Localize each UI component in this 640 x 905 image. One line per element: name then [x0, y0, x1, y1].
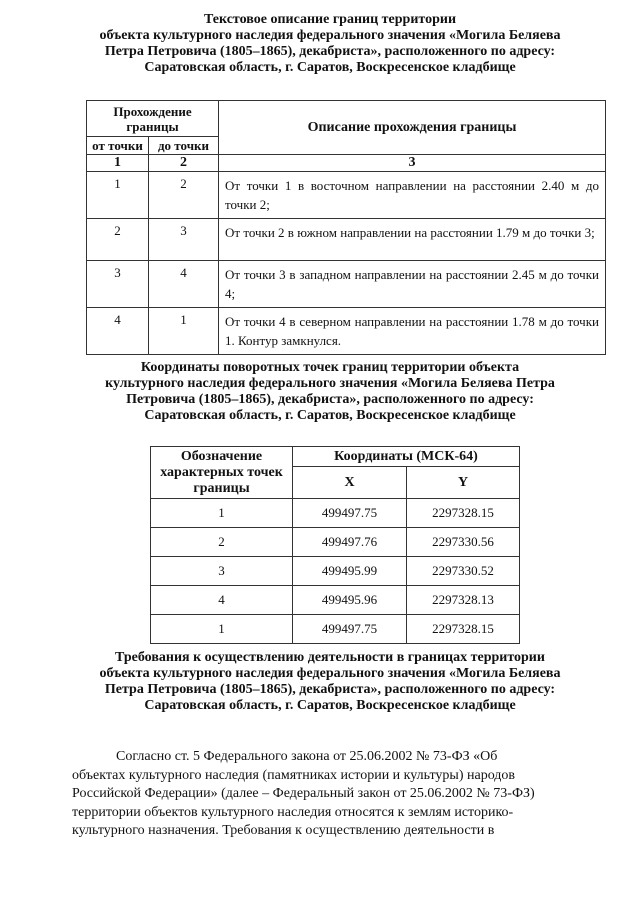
- section3-heading: [40, 650, 620, 714]
- coord-x: 499495.99: [293, 557, 407, 586]
- coord-y: 2297330.52: [407, 557, 520, 586]
- heading-line: Петровича (1805–1865), декабриста», расположенного по адресу:: [126, 392, 534, 407]
- point-id: 3: [151, 557, 293, 586]
- header-coordinates: Координаты (МСК-64): [293, 447, 520, 467]
- column-number: 1: [87, 155, 149, 172]
- heading-line: Петра Петровича (1805–1865), декабриста», расположенного по адресу:: [104, 682, 556, 697]
- heading-line: Координаты поворотных точек границ территории объекта: [140, 360, 520, 375]
- table-row: [151, 557, 520, 586]
- header-description: Описание прохождения границы: [219, 101, 606, 155]
- paragraph-line: территории объектов культурного наследия относятся к землям историко-: [72, 804, 514, 820]
- table-row: [87, 219, 606, 261]
- heading-line: Саратовская область, г. Саратов, Воскресенское кладбище: [144, 408, 516, 423]
- table-row: [87, 261, 606, 308]
- to-point: 3: [149, 219, 219, 261]
- boundary-description-table: [86, 100, 606, 355]
- column-number: 2: [149, 155, 219, 172]
- boundary-description: От точки 2 в южном направлении на расстоянии 1.79 м до точки 3;: [219, 219, 606, 261]
- heading-line: Саратовская область, г. Саратов, Воскресенское кладбище: [144, 698, 516, 713]
- point-id: 1: [151, 615, 293, 644]
- coord-y: 2297330.56: [407, 528, 520, 557]
- from-point: 4: [87, 308, 149, 355]
- heading-line: объекта культурного наследия федерального значения «Могила Беляева: [99, 666, 561, 681]
- coordinates-table: [150, 446, 520, 644]
- table-row: [87, 172, 606, 219]
- column-number: 3: [219, 155, 606, 172]
- coord-x: 499497.75: [293, 499, 407, 528]
- to-point: 4: [149, 261, 219, 308]
- coord-x: 499497.76: [293, 528, 407, 557]
- coord-y: 2297328.15: [407, 499, 520, 528]
- boundary-description: От точки 1 в восточном направлении на расстоянии 2.40 м до точки 2;: [219, 172, 606, 219]
- coord-y: 2297328.13: [407, 586, 520, 615]
- coord-x: 499497.75: [293, 615, 407, 644]
- requirements-paragraph: [72, 748, 588, 841]
- paragraph-line: Российской Федерации» (далее – Федеральный закон от 25.06.2002 № 73-ФЗ): [72, 786, 535, 801]
- heading-line: Петра Петровича (1805–1865), декабриста», расположенного по адресу:: [104, 44, 556, 59]
- table-row: [151, 615, 520, 644]
- coord-y: 2297328.15: [407, 615, 520, 644]
- paragraph-line: Согласно ст. 5 Федерального закона от 25.06.2002 № 73-ФЗ «Об: [116, 749, 498, 764]
- boundary-description: От точки 4 в северном направлении на расстоянии 1.78 м до точки 1. Контур замкнулся.: [219, 308, 606, 355]
- table-row: [87, 308, 606, 355]
- boundary-description: От точки 3 в западном направлении на расстоянии 2.45 м до точки 4;: [219, 261, 606, 308]
- header-y: Y: [407, 467, 520, 499]
- paragraph-line: культурного назначения. Требования к осуществлению деятельности в: [72, 823, 495, 838]
- header-point-designation: Обозначение характерных точек границы: [151, 447, 293, 499]
- from-point: 2: [87, 219, 149, 261]
- header-x: X: [293, 467, 407, 499]
- header-to-point: до точки: [149, 137, 219, 155]
- paragraph-line: объектах культурного наследия (памятниках истории и культуры) народов: [72, 767, 516, 783]
- coord-x: 499495.96: [293, 586, 407, 615]
- table-row: [151, 586, 520, 615]
- header-from-point: от точки: [87, 137, 149, 155]
- header-boundary-passage: Прохождение границы: [87, 101, 219, 137]
- heading-line: культурного наследия федерального значения «Могила Беляева Петра: [105, 376, 555, 391]
- section1-heading: [40, 12, 620, 76]
- heading-line: объекта культурного наследия федерального значения «Могила Беляева: [99, 28, 561, 43]
- point-id: 1: [151, 499, 293, 528]
- to-point: 1: [149, 308, 219, 355]
- table-row: [151, 528, 520, 557]
- section2-heading: [40, 360, 620, 424]
- table-row: [151, 499, 520, 528]
- heading-line: Саратовская область, г. Саратов, Воскресенское кладбище: [144, 60, 516, 75]
- from-point: 3: [87, 261, 149, 308]
- to-point: 2: [149, 172, 219, 219]
- heading-line: Требования к осуществлению деятельности в границах территории: [115, 650, 545, 665]
- from-point: 1: [87, 172, 149, 219]
- heading-line: Текстовое описание границ территории: [203, 12, 457, 27]
- point-id: 2: [151, 528, 293, 557]
- point-id: 4: [151, 586, 293, 615]
